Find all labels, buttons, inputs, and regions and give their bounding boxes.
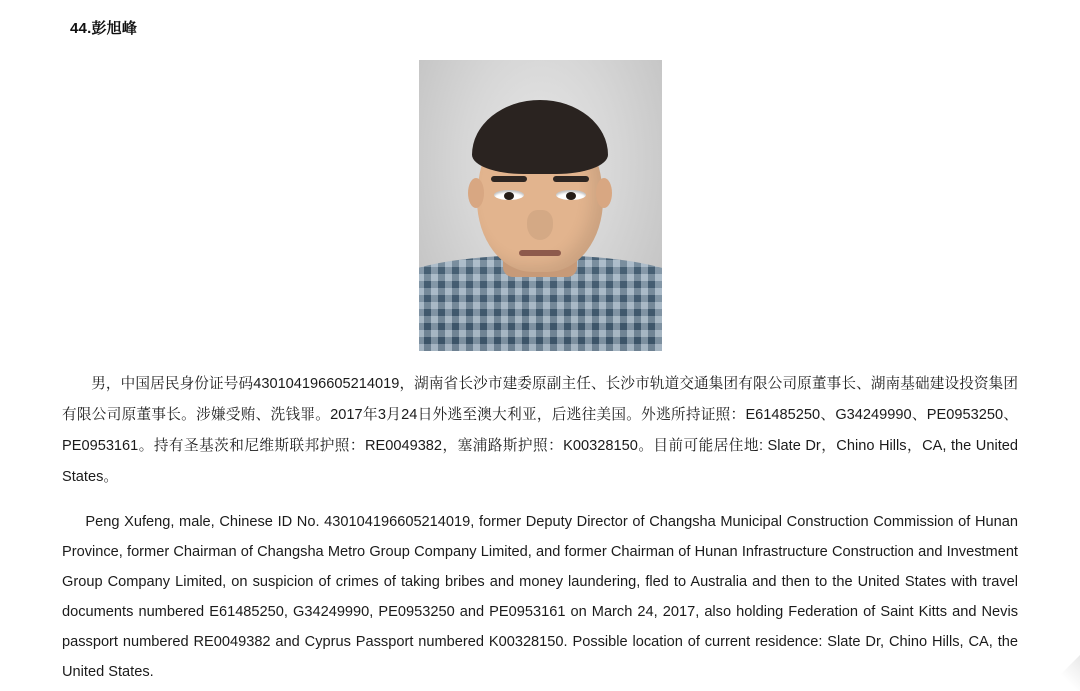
english-paragraph: Peng Xufeng, male, Chinese ID No. 430104196605214019, former Deputy Director of Changsha Municipal Construction Commission of Hunan Province, former Chairman of Changsha Metro Group Company Limited, and former Chairman of Hunan Infrastructure Construction and Investment Group Company Limited, on suspicion of crimes of taking bribes and money laundering, fled to Australia and then to the United States with travel documents numbered E61485250, G34249990, PE0953250 and PE0953161 on March 24, 2017, also holding Federation of Saint Kitts and Nevis passport numbered RE0049382 and Cyprus Passport numbered K00328150. Possible location of current residence: Slate Dr, Chino Hills, CA, the United States. (62, 514, 1018, 680)
ear-right (596, 178, 612, 208)
chinese-paragraph: 男，中国居民身份证号码430104196605214019，湖南省长沙市建委原副主任、长沙市轨道交通集团有限公司原董事长、湖南基础建设投资集团有限公司原董事长。涉嫌受贿、洗钱罪。2017年3月24日外逃至澳大利亚，后逃往美国。外逃所持证照：E61485250、G34249990、PE0953250、PE0953161。持有圣基茨和尼维斯联邦护照：RE0049382，塞浦路斯护照：K00328150。目前可能居住地: Slate Dr，Chino Hills，CA, the United States。 (62, 376, 1018, 485)
portrait-photo-container (62, 60, 1018, 351)
entry-heading: 44.彭旭峰 (70, 20, 138, 37)
eye-left (494, 190, 524, 200)
mouth (519, 250, 561, 256)
eyebrow-left (491, 176, 527, 182)
pupil-right (566, 192, 576, 200)
ear-left (468, 178, 484, 208)
eye-right (556, 190, 586, 200)
portrait-photo (419, 60, 662, 351)
page-corner-fold (1044, 655, 1080, 691)
nose (527, 210, 553, 240)
eyebrow-right (553, 176, 589, 182)
body-text (62, 369, 1018, 687)
pupil-left (504, 192, 514, 200)
